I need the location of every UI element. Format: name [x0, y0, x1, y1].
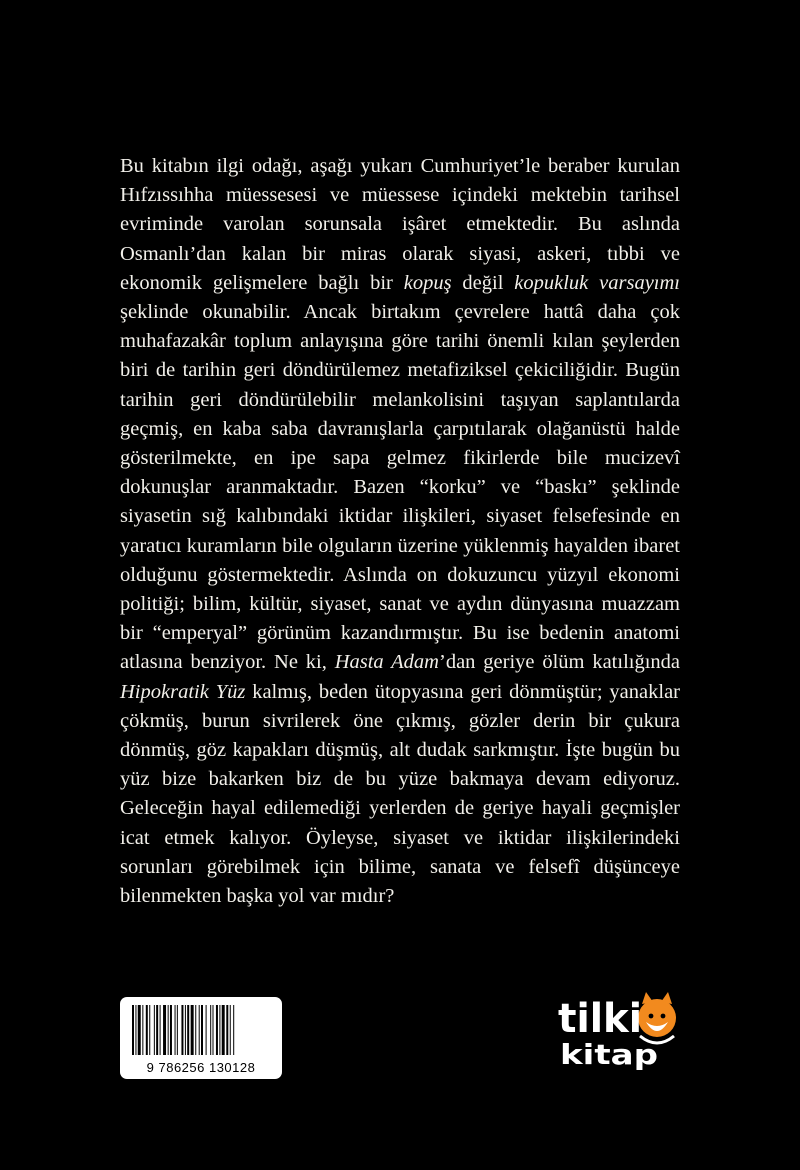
barcode-bar: [226, 1005, 228, 1055]
barcode-bar: [156, 1005, 158, 1055]
blurb-segment: kalmış, beden ütopyasına geri dönmüştür; yanaklar çökmüş, burun sivrilerek öne çıkmış, gözler derin bir çukura dönmüş, göz kapakları düşmüş, alt dudak sarkmıştır. İşte bugün bu yüz bize bakarken biz de bu yüze bakmaya devam ediyoruz. Geleceğin hayal edilemediği yerlerden de geriye hayali geçmişler icat etmek kalıyor. Öyleyse, siyaset ve iktidar ilişkilerindeki sorunları görebilmek için bilime, sanata ve felsefî düşünceye bilenmekten başka yol var mıdır?: [120, 680, 680, 908]
barcode-bar: [191, 1005, 194, 1055]
barcode-bar: [233, 1005, 234, 1055]
blurb-segment: değil: [451, 271, 515, 294]
barcode-bar: [175, 1005, 176, 1055]
blurb-text: [120, 152, 680, 911]
blurb-segment: şeklinde okunabilir. Ancak birtakım çevrelere hattâ daha çok muhafazakâr toplum anlayışına göre tarihi önemli kılan şeylerden biri de tarihin geri döndürülemez metafiziksel çekiciliğidir. Bugün tarihin geri döndürülebilir melankolisini taşıyan saplantılarda geçmiş, en kaba saba davranışlarla çarpıtılarak olağanüstü halde gösterilmekte, en ipe sapa gelmez fikirlerde bile mucizevî dokunuşlar aranmaktadır. Bazen “korku” ve “baskı” şeklinde siyasetin sığ kalıbındaki iktidar ilişkileri, siyaset felsefesinde en yaratıcı kuramların bile olguların üzerine yüklenmiş hayalden ibaret olduğunu göstermektedir. Aslında on dokuzuncu yüzyıl ekonomi politiği; bilim, kültür, siyaset, sanat ve aydın dünyasına muazzam bir “emperyal” görünüm kazandırmıştır. Bu ise bedenin anatomi atlasına benziyor. Ne ki,: [120, 301, 680, 674]
barcode-bar: [142, 1005, 143, 1055]
barcode-bar: [230, 1005, 231, 1055]
barcode-bar: [163, 1005, 166, 1055]
barcode-bar: [201, 1005, 203, 1055]
barcode-bar: [213, 1005, 214, 1055]
blurb-segment: Bu kitabın ilgi odağı, aşağı yukarı Cumhuriyet’le beraber kurulan Hıfzıssıhha müessesesi ve müessese içindeki mektebin tarihsel evriminde varolan sorunsala işâret etmektedir. Bu aslında Osmanlı’dan kalan bir miras olarak siyasi, askeri, tıbbi ve ekonomik gelişmelere bağlı bir: [120, 155, 680, 294]
barcode-bar: [146, 1005, 148, 1055]
barcode-bar: [168, 1005, 169, 1055]
barcode-bar: [199, 1005, 200, 1055]
barcode-bar: [149, 1005, 150, 1055]
isbn-number: 9 786256 130128: [146, 1060, 256, 1075]
barcode-bar: [185, 1005, 186, 1055]
barcode-bar: [181, 1005, 183, 1055]
blurb-italic-term: Hasta Adam: [334, 651, 439, 674]
logo-word-kitap: kitap: [560, 1038, 658, 1071]
barcode-bar: [219, 1005, 220, 1055]
blurb-italic-term: kopuş: [403, 271, 452, 294]
barcode-bar: [132, 1005, 134, 1055]
barcode-bar: [135, 1005, 136, 1055]
barcode-bar: [206, 1005, 207, 1055]
blurb-italic-term: kopukluk varsayımı: [514, 271, 680, 294]
barcode-bar: [154, 1005, 155, 1055]
barcode-bar: [222, 1005, 225, 1055]
isbn-barcode: [120, 997, 282, 1079]
barcode-bar: [210, 1005, 211, 1055]
barcode-bar: [177, 1005, 178, 1055]
blurb-italic-term: Hipokratik Yüz: [120, 680, 246, 703]
blurb-paragraph: [120, 152, 680, 911]
barcode-bar: [160, 1005, 161, 1055]
blurb-segment: ’dan geriye ölüm katılığında: [439, 651, 681, 674]
barcode-bar: [170, 1005, 172, 1055]
barcode-bar: [195, 1005, 196, 1055]
barcode-bar: [187, 1005, 189, 1055]
publisher-logo: [556, 988, 680, 1072]
barcode-bars: [132, 1005, 270, 1055]
fox-icon: [638, 992, 676, 1043]
barcode-bar: [138, 1005, 141, 1055]
logo-word-tilki: tilki: [558, 996, 642, 1042]
barcode-bar: [216, 1005, 218, 1055]
